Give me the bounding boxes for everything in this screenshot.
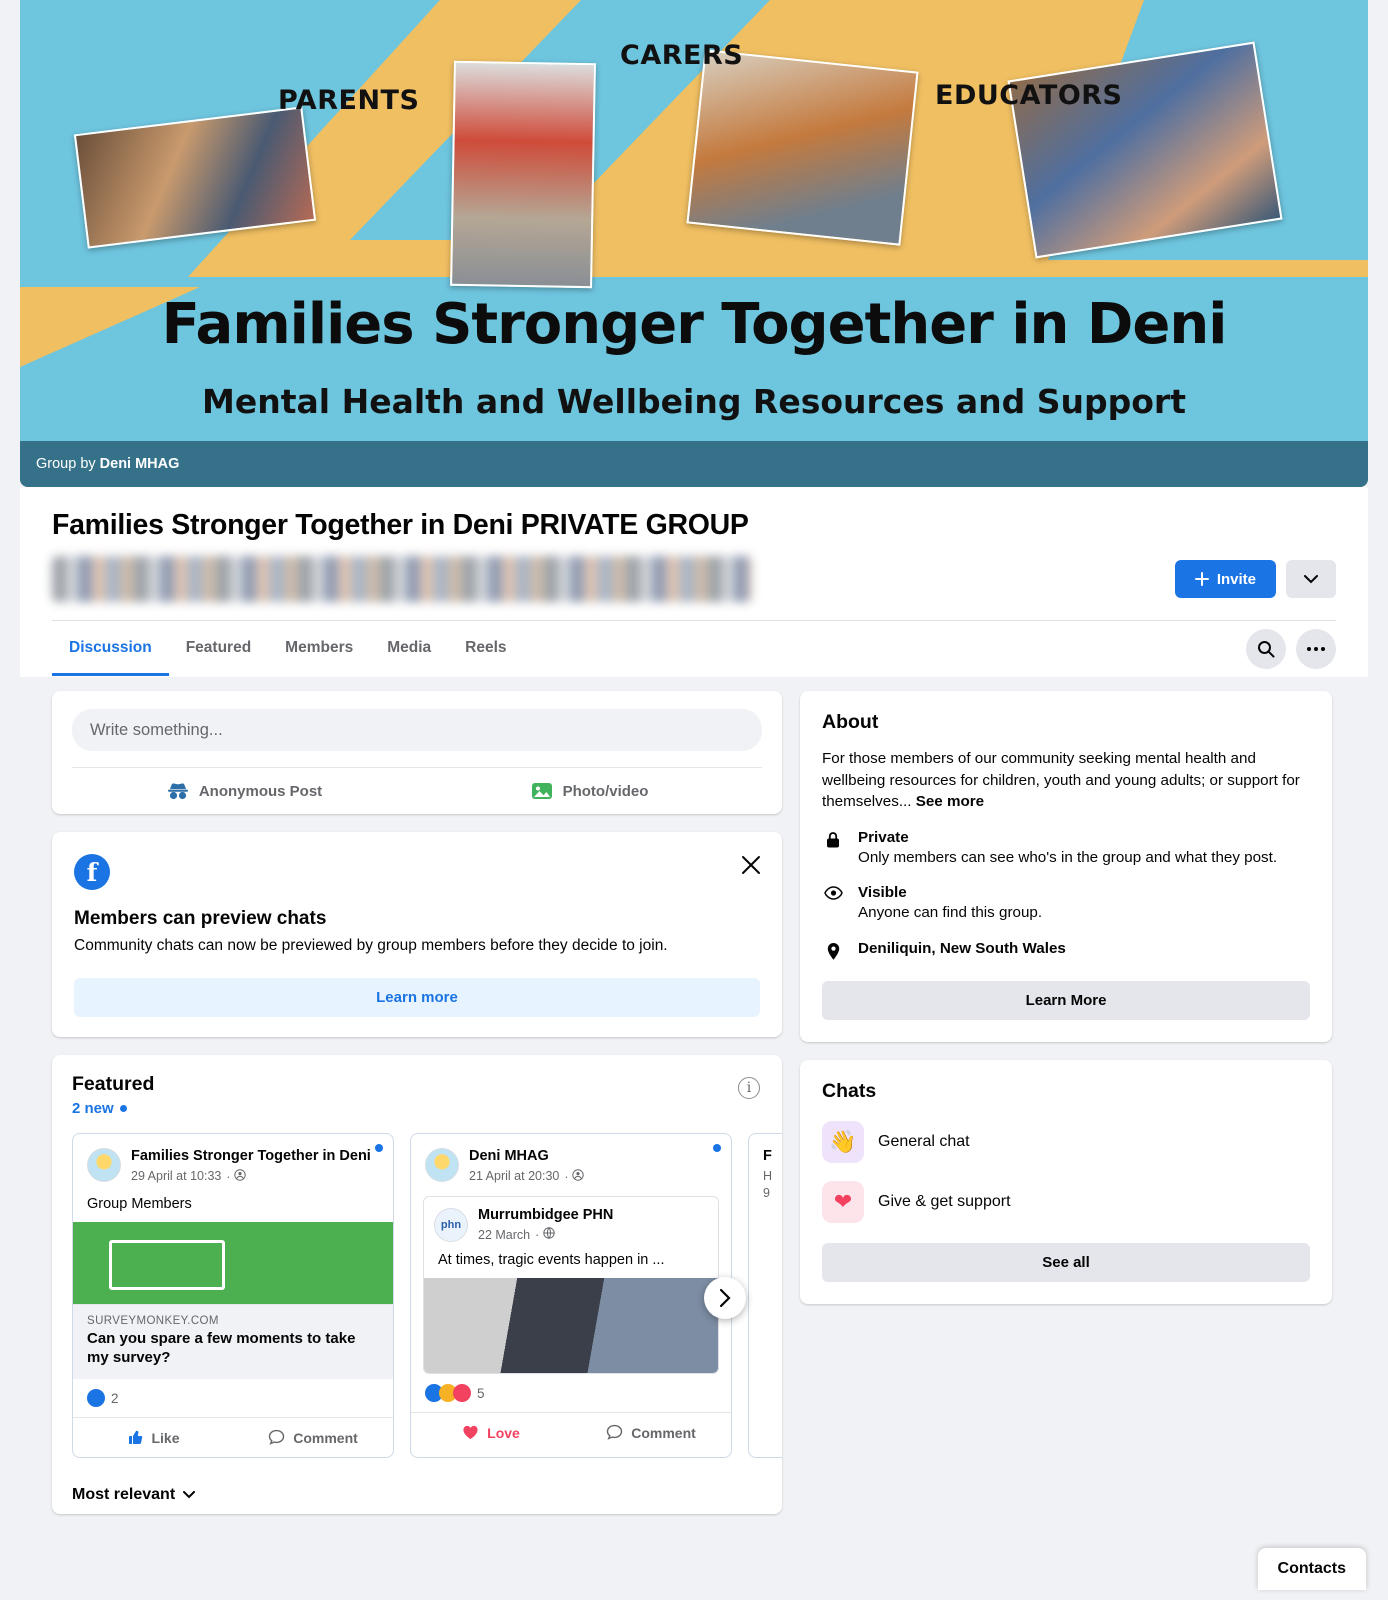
post-header: [749, 1134, 782, 1207]
featured-title: Featured: [72, 1073, 155, 1096]
post-author[interactable]: Families Stronger Together in Deni: [131, 1148, 371, 1165]
chat-preview-notice-card: [52, 832, 782, 1037]
post-meta-secondary: 9: [763, 1185, 770, 1200]
group-tabs: [52, 622, 524, 676]
about-title: About: [822, 711, 879, 733]
shared-post-author[interactable]: Murrumbidgee PHN: [478, 1206, 614, 1223]
cover-word-educators: EDUCATORS: [935, 80, 1123, 111]
cover-word-parents: PARENTS: [278, 85, 420, 116]
page-content: [20, 677, 1368, 1532]
tab-icon-actions: [1246, 621, 1336, 677]
about-row-title: Deniliquin, New South Wales: [858, 939, 1066, 957]
notice-body: Community chats can now be previewed by group members before they decide to join.: [74, 937, 668, 954]
shared-post-timestamp: 22 March: [478, 1227, 531, 1242]
featured-next-button[interactable]: [704, 1277, 746, 1319]
post-reactions[interactable]: [73, 1379, 393, 1417]
heart-icon: ❤: [822, 1181, 864, 1223]
cover-title: Families Stronger Together in Deni: [161, 292, 1227, 357]
cover-photo-classroom: [686, 49, 918, 246]
group-cover[interactable]: [20, 0, 1368, 487]
invite-label: Invite: [1216, 570, 1256, 588]
featured-card: [52, 1055, 782, 1514]
sort-label: Most relevant: [72, 1486, 176, 1504]
featured-post-card-partial[interactable]: [748, 1133, 782, 1458]
ellipsis-icon: [1306, 646, 1326, 652]
invite-button[interactable]: [1175, 560, 1276, 598]
post-text: Group Members: [87, 1195, 192, 1212]
write-something-input[interactable]: Write something...: [72, 709, 762, 751]
shared-post-text: At times, tragic events happen in ...: [438, 1252, 665, 1269]
cover-photo-carers: [450, 61, 596, 288]
globe-icon: ·: [535, 1227, 555, 1242]
tab-media[interactable]: Media: [387, 639, 432, 656]
anonymous-post-button[interactable]: [72, 768, 417, 814]
comment-label: Comment: [631, 1424, 696, 1441]
link-domain: SURVEYMONKEY.COM: [87, 1314, 219, 1327]
members-icon: ·: [226, 1169, 246, 1184]
page-title: Families Stronger Together in Deni PRIVATE GROUP: [52, 509, 749, 541]
shared-post-photo[interactable]: [424, 1278, 718, 1373]
about-section: [800, 691, 1332, 1042]
tab-discussion[interactable]: Discussion: [52, 622, 169, 676]
photo-video-button[interactable]: [417, 768, 762, 814]
chat-item-general[interactable]: [822, 1121, 1310, 1163]
tab-members[interactable]: Members: [285, 639, 354, 656]
post-actions: [411, 1412, 731, 1452]
members-row: [52, 542, 1336, 602]
chat-item-label: General chat: [878, 1132, 970, 1150]
featured-header: [52, 1055, 782, 1117]
wave-hand-icon: 👋: [822, 1121, 864, 1163]
shared-post-header: [424, 1197, 718, 1248]
post-author[interactable]: Deni MHAG: [469, 1148, 549, 1165]
avatar: [87, 1148, 121, 1182]
about-row-subtitle: Anyone can find this group.: [858, 904, 1043, 922]
chats-section: [800, 1060, 1332, 1304]
search-icon: [1257, 640, 1275, 658]
love-button[interactable]: [411, 1413, 571, 1452]
about-learn-more-button[interactable]: Learn More: [822, 981, 1310, 1020]
post-header: [411, 1134, 731, 1191]
shared-post[interactable]: [423, 1196, 719, 1374]
header-more-options-button[interactable]: [1286, 560, 1336, 598]
right-column: [800, 691, 1332, 1532]
eye-icon: [822, 884, 844, 924]
like-button[interactable]: [73, 1418, 233, 1457]
heart-icon: [462, 1424, 479, 1441]
contacts-panel-button[interactable]: Contacts: [1258, 1548, 1366, 1590]
chevron-down-icon: [1304, 575, 1318, 584]
post-header: [73, 1134, 393, 1191]
post-link-preview[interactable]: [73, 1304, 393, 1380]
new-indicator-dot: [120, 1105, 127, 1112]
post-meta: [469, 1169, 584, 1184]
chevron-down-icon: [183, 1491, 195, 1499]
about-row-title: Visible: [858, 884, 907, 902]
post-timestamp: 21 April at 20:30: [469, 1169, 560, 1184]
anonymous-post-label: Anonymous Post: [198, 782, 323, 800]
member-facepile[interactable]: [52, 556, 752, 602]
reaction-count: 5: [477, 1385, 485, 1401]
search-button[interactable]: [1246, 629, 1286, 669]
comment-icon: [606, 1424, 623, 1441]
lock-icon: [822, 829, 844, 869]
about-row-visible: [822, 884, 1310, 924]
shared-post-meta: [478, 1227, 613, 1242]
avatar: phn: [434, 1208, 468, 1242]
about-row-location: [822, 940, 1310, 961]
close-icon[interactable]: [740, 854, 762, 876]
about-description-text: For those members of our community seeking mental health and wellbeing resources for children, youth and young adults; or support for themselves...: [822, 750, 1300, 811]
notice-title: Members can preview chats: [74, 908, 327, 929]
featured-rail[interactable]: [52, 1117, 782, 1478]
post-actions: [73, 1417, 393, 1457]
post-meta: [131, 1169, 371, 1184]
cover-byline: [20, 441, 1368, 487]
info-icon[interactable]: i: [738, 1077, 760, 1099]
chevron-right-icon: [719, 1288, 732, 1308]
post-timestamp: 29 April at 10:33: [131, 1169, 222, 1184]
chats-title: Chats: [822, 1079, 877, 1102]
about-card: [800, 691, 1332, 1042]
cover-word-carers: CARERS: [620, 40, 744, 71]
chats-see-all-button[interactable]: See all: [822, 1243, 1310, 1282]
love-reaction-icon: [453, 1384, 471, 1402]
sort-selector[interactable]: [52, 1478, 782, 1514]
featured-new-label: 2 new: [72, 1100, 114, 1118]
featured-new-count: [72, 1100, 762, 1117]
members-icon: ·: [564, 1169, 584, 1184]
thumbs-up-icon: [126, 1429, 143, 1446]
header-actions: [1175, 560, 1336, 598]
tabs-row: [52, 620, 1336, 677]
cover-subtitle: Mental Health and Wellbeing Resources and Support: [202, 382, 1186, 421]
about-see-more-link[interactable]: See more: [915, 793, 985, 811]
like-reaction-icon: [87, 1389, 105, 1407]
tab-reels[interactable]: Reels: [465, 639, 507, 656]
comment-icon: [268, 1429, 285, 1446]
post-link-thumbnail[interactable]: [73, 1222, 393, 1304]
composer-card: [52, 691, 782, 814]
comment-button[interactable]: [571, 1413, 731, 1452]
facebook-icon: f: [74, 854, 110, 890]
post-reactions[interactable]: [411, 1374, 731, 1412]
avatar: [425, 1148, 459, 1182]
notice-learn-more-button[interactable]: Learn more: [74, 978, 760, 1017]
composer-actions: [72, 767, 762, 814]
notice: [52, 832, 782, 1037]
group-header: [20, 487, 1368, 677]
more-actions-button[interactable]: [1296, 629, 1336, 669]
photo-video-label: Photo/video: [562, 782, 649, 800]
chat-item-label: Give & get support: [878, 1192, 1011, 1210]
photo-icon: [531, 781, 553, 801]
cover-artwork: [20, 0, 1368, 487]
plus-icon: [1195, 572, 1209, 586]
cover-byline-prefix: Group by: [36, 456, 96, 472]
reaction-count: 2: [111, 1390, 119, 1406]
chats-card: [800, 1060, 1332, 1304]
incognito-icon: [167, 782, 189, 800]
left-column: [52, 691, 782, 1532]
about-row-private: [822, 829, 1310, 869]
like-label: Like: [151, 1429, 180, 1446]
link-title: Can you spare a few moments to take my survey?: [87, 1329, 356, 1366]
love-label: Love: [487, 1424, 520, 1441]
location-pin-icon: [822, 940, 844, 961]
comment-label: Comment: [293, 1429, 358, 1446]
post-author[interactable]: F: [763, 1148, 772, 1165]
composer: [52, 691, 782, 814]
featured-post-card[interactable]: [72, 1133, 394, 1458]
about-row-title: Private: [858, 828, 909, 846]
cover-byline-name[interactable]: Deni MHAG: [99, 456, 180, 472]
about-description: [822, 748, 1310, 813]
tab-featured[interactable]: Featured: [185, 639, 252, 656]
about-row-subtitle: Only members can see who's in the group and what they post.: [858, 848, 1278, 866]
featured-post-card[interactable]: [410, 1133, 732, 1458]
comment-button[interactable]: [233, 1418, 393, 1457]
chat-item-support[interactable]: [822, 1181, 1310, 1223]
post-meta: H: [763, 1168, 773, 1183]
